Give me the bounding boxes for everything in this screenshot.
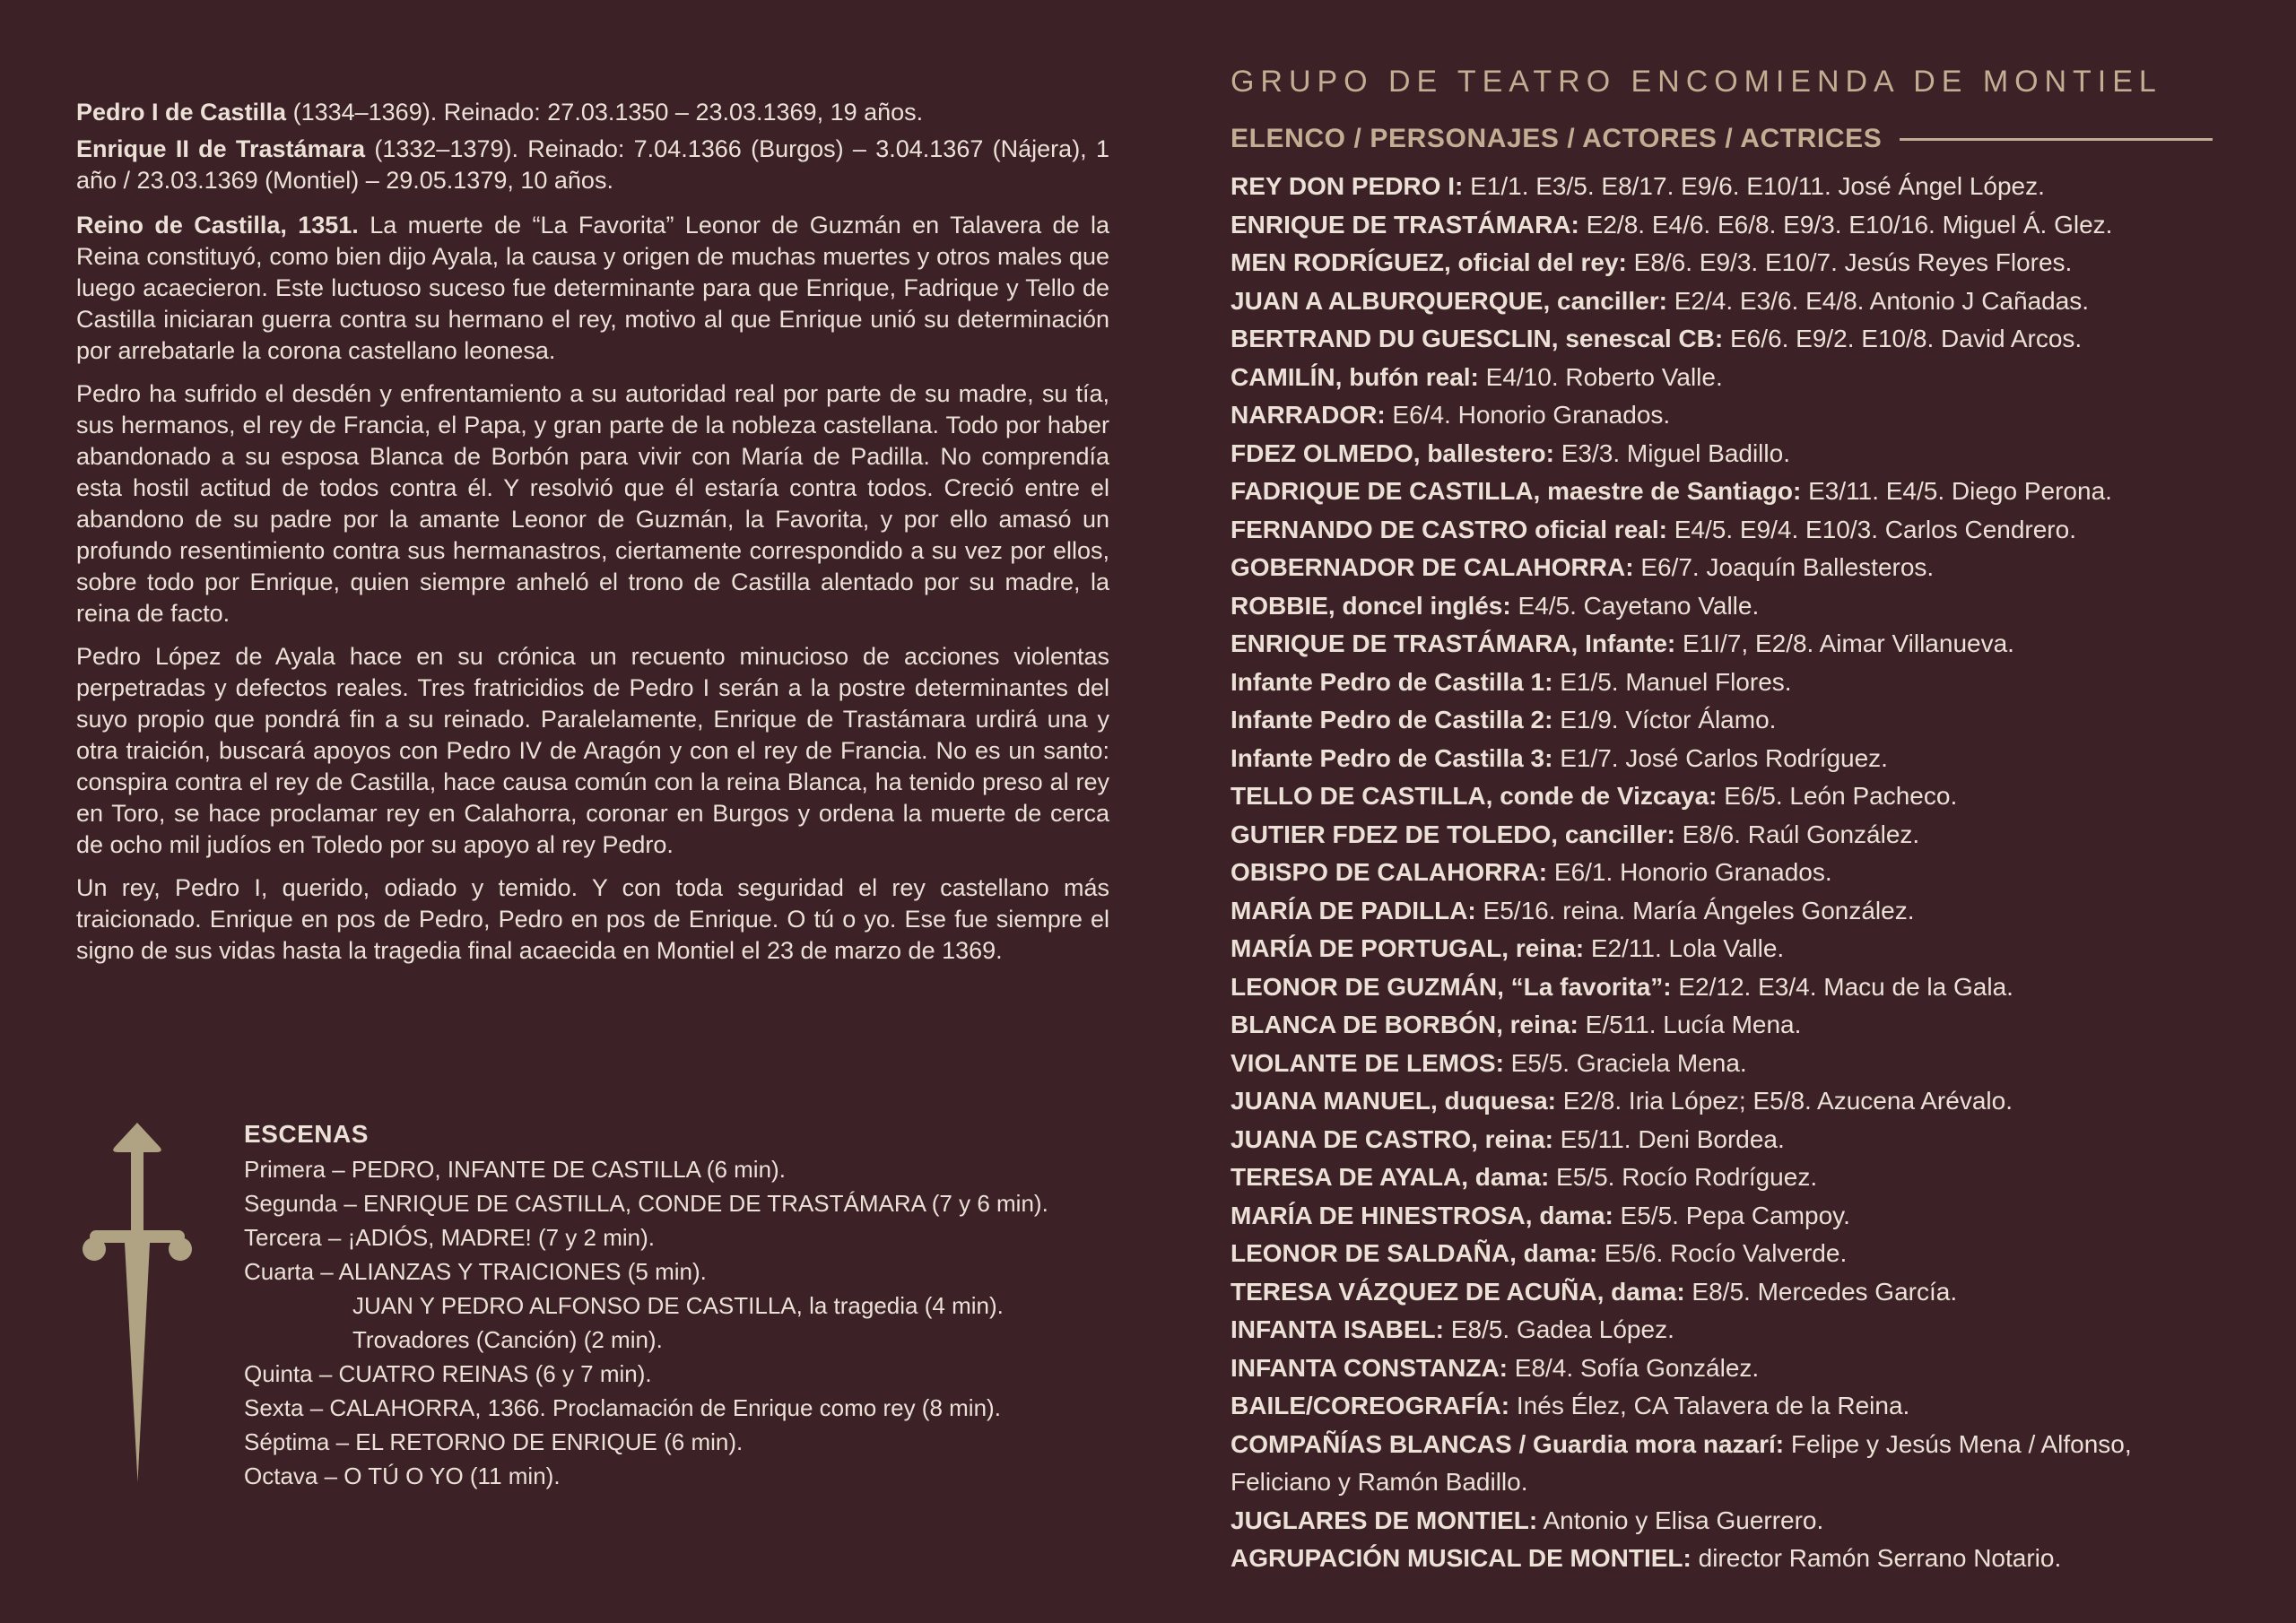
king-reign-line: Pedro I de Castilla (1334–1369). Reinado: 27.03.1350 – 23.03.1369, 19 años. bbox=[76, 99, 924, 126]
cast-entry: TERESA VÁZQUEZ DE ACUÑA, dama: E8/5. Mercedes García. bbox=[1231, 1277, 1958, 1306]
history-paragraphs bbox=[76, 210, 1109, 967]
cast-entry: COMPAÑÍAS BLANCAS / Guardia mora nazarí: Felipe y Jesús Mena / Alfonso, Feliciano y Ramón Badillo. bbox=[1231, 1429, 2132, 1496]
scene-item bbox=[244, 1220, 1048, 1254]
scene-line: Octava – O TÚ O YO (11 min). bbox=[244, 1462, 561, 1489]
cast-entry: MARÍA DE PORTUGAL, reina: E2/11. Lola Valle. bbox=[1231, 934, 1785, 962]
cast-entry: ENRIQUE DE TRASTÁMARA: E2/8. E4/6. E6/8. E9/3. E10/16. Miguel Á. Glez. bbox=[1231, 210, 2113, 239]
cast-entry: MEN RODRÍGUEZ, oficial del rey: E8/6. E9/3. E10/7. Jesús Reyes Flores. bbox=[1231, 248, 2073, 276]
history-paragraph: Pedro ha sufrido el desdén y enfrentamiento a su autoridad real por parte de su madre, su tía, sus hermanos, el rey de Francia, el Papa, y gran parte de la nobleza castellana. Todo por haber abandonado a su esposa Blanca de Borbón para vivir con María de Padilla. No comprendía esta hostil actitud de todos contra él. Y resolvió que él estaría contra todos. Creció entre el abandono de su padre por la amante Leonor de Guzmán, la Favorita, y por ello amasó un profundo resentimiento contra sus hermanastros, ciertamente correspondido a su vez por ellos, sobre todo por Enrique, quien siempre anheló el trono de Castilla alentado por su madre, la reina de facto. bbox=[76, 380, 1109, 627]
elenco-header bbox=[1231, 124, 2237, 154]
cast-entry: Infante Pedro de Castilla 2: E1/9. Víctor Álamo. bbox=[1231, 706, 1777, 733]
cast-entry: BAILE/COREOGRAFÍA: Inés Élez, CA Talavera de la Reina. bbox=[1231, 1392, 1910, 1419]
history-paragraph: Reino de Castilla, 1351. La muerte de “La Favorita” Leonor de Guzmán en Talavera de la Reina constituyó, como bien dijo Ayala, la causa y origen de muchas muertes y otros males que luego acaecieron. Este luctuoso suceso fue determinante para que Enrique, Fadrique y Tello de Castilla iniciaran guerra contra su hermano el rey, motivo al que Enrique unió su determinación por arrebatarle la corona castellano leonesa. bbox=[76, 212, 1110, 364]
cast-entry: GUTIER FDEZ DE TOLEDO, canciller: E8/6. Raúl González. bbox=[1231, 820, 1920, 848]
escenas-block bbox=[79, 1116, 1124, 1493]
scene-item bbox=[244, 1391, 1048, 1425]
cast-entry: LEONOR DE SALDAÑA, dama: E5/6. Rocío Valverde. bbox=[1231, 1239, 1848, 1267]
cast-entry: AGRUPACIÓN MUSICAL DE MONTIEL: director Ramón Serrano Notario. bbox=[1231, 1544, 2062, 1572]
left-column bbox=[76, 97, 1109, 978]
cast-entry: Infante Pedro de Castilla 1: E1/5. Manuel Flores. bbox=[1231, 667, 1792, 696]
cast-entry: ENRIQUE DE TRASTÁMARA, Infante: E1I/7, E2/8. Aimar Villanueva. bbox=[1231, 629, 2014, 657]
elenco-title: ELENCO / PERSONAJES / ACTORES / ACTRICES bbox=[1231, 124, 1883, 153]
cast-entry: INFANTA ISABEL: E8/5. Gadea López. bbox=[1231, 1315, 1674, 1343]
cast-list bbox=[1231, 168, 2237, 1578]
cast-entry: MARÍA DE PADILLA: E5/16. reina. María Ángeles González. bbox=[1231, 896, 1915, 924]
kings-reign-block bbox=[76, 97, 1109, 196]
cast-entry: OBISPO DE CALAHORRA: E6/1. Honorio Granados. bbox=[1231, 858, 1832, 886]
cast-entry: FADRIQUE DE CASTILLA, maestre de Santiago: E3/11. E4/5. Diego Perona. bbox=[1231, 477, 2112, 505]
cast-entry: CAMILÍN, bufón real: E4/10. Roberto Valle. bbox=[1231, 362, 1723, 391]
scene-line: Segunda – ENRIQUE DE CASTILLA, CONDE DE TRASTÁMARA (7 y 6 min). bbox=[244, 1190, 1048, 1217]
cast-entry: FERNANDO DE CASTRO oficial real: E4/5. E9/4. E10/3. Carlos Cendrero. bbox=[1231, 515, 2076, 543]
cast-entry: JUAN A ALBURQUERQUE, canciller: E2/4. E3/6. E4/8. Antonio J Cañadas. bbox=[1231, 286, 2090, 315]
cast-entry: GOBERNADOR DE CALAHORRA: E6/7. Joaquín Ballesteros. bbox=[1231, 553, 1935, 581]
cast-entry: NARRADOR: E6/4. Honorio Granados. bbox=[1231, 401, 1671, 429]
cast-entry: JUANA MANUEL, duquesa: E2/8. Iria López; E5/8. Azucena Arévalo. bbox=[1231, 1087, 2013, 1115]
cast-entry: REY DON PEDRO I: E1/1. E3/5. E8/17. E9/6. E10/11. José Ángel López. bbox=[1231, 172, 2045, 200]
right-column bbox=[1231, 63, 2237, 1578]
scene-item bbox=[244, 1254, 1048, 1357]
scene-item bbox=[244, 1357, 1048, 1391]
scene-item bbox=[244, 1152, 1048, 1186]
scene-line: Tercera – ¡ADIÓS, MADRE! (7 y 2 min). bbox=[244, 1224, 655, 1251]
cast-entry: ROBBIE, doncel inglés: E4/5. Cayetano Valle. bbox=[1231, 591, 1760, 620]
cast-entry: JUANA DE CASTRO, reina: E5/11. Deni Bordea. bbox=[1231, 1124, 1785, 1153]
cast-entry: VIOLANTE DE LEMOS: E5/5. Graciela Mena. bbox=[1231, 1048, 1747, 1077]
header-rule-line bbox=[1900, 138, 2213, 141]
cast-entry: MARÍA DE HINESTROSA, dama: E5/5. Pepa Campoy. bbox=[1231, 1201, 1850, 1229]
scene-line: Quinta – CUATRO REINAS (6 y 7 min). bbox=[244, 1360, 652, 1387]
scene-line: Séptima – EL RETORNO DE ENRIQUE (6 min). bbox=[244, 1428, 744, 1455]
cast-entry: TELLO DE CASTILLA, conde de Vizcaya: E6/5. León Pacheco. bbox=[1231, 782, 1958, 810]
escenas-items bbox=[244, 1152, 1048, 1493]
king-reign-line: Enrique II de Trastámara (1332–1379). Reinado: 7.04.1366 (Burgos) – 3.04.1367 (Nájera), 1 año / 23.03.1369 (Montiel) – 29.05.1379, 10 años. bbox=[76, 135, 1110, 194]
dagger-icon bbox=[79, 1122, 196, 1486]
scene-sub-line: JUAN Y PEDRO ALFONSO DE CASTILLA, la tragedia (4 min). bbox=[352, 1292, 1004, 1319]
cast-entry: TERESA DE AYALA, dama: E5/5. Rocío Rodríguez. bbox=[1231, 1163, 1818, 1191]
scene-sub-line: Trovadores (Canción) (2 min). bbox=[352, 1326, 663, 1353]
scene-item bbox=[244, 1425, 1048, 1459]
cast-entry: BERTRAND DU GUESCLIN, senescal CB: E6/6. E9/2. E10/8. David Arcos. bbox=[1231, 325, 2083, 352]
scene-item bbox=[244, 1186, 1048, 1220]
history-paragraph: Un rey, Pedro I, querido, odiado y temido. Y con toda seguridad el rey castellano más traicionado. Enrique en pos de Pedro, Pedro en pos de Enrique. O tú o yo. Ese fue siempre el signo de sus vidas hasta la tragedia final acaecida en Montiel el 23 de marzo de 1369. bbox=[76, 874, 1109, 964]
cast-entry: LEONOR DE GUZMÁN, “La favorita”: E2/12. E3/4. Macu de la Gala. bbox=[1231, 972, 2013, 1001]
scene-line: Sexta – CALAHORRA, 1366. Proclamación de Enrique como rey (8 min). bbox=[244, 1394, 1001, 1421]
group-title: GRUPO DE TEATRO ENCOMIENDA DE MONTIEL bbox=[1231, 65, 2162, 99]
cast-entry: JUGLARES DE MONTIEL: Antonio y Elisa Guerrero. bbox=[1231, 1506, 1824, 1534]
scene-item bbox=[244, 1459, 1048, 1493]
scene-line: Cuarta – ALIANZAS Y TRAICIONES (5 min). bbox=[244, 1258, 707, 1285]
escenas-list bbox=[244, 1116, 1048, 1493]
cast-entry: FDEZ OLMEDO, ballestero: E3/3. Miguel Badillo. bbox=[1231, 438, 1790, 467]
cast-entry: INFANTA CONSTANZA: E8/4. Sofía González. bbox=[1231, 1353, 1760, 1382]
history-paragraph: Pedro López de Ayala hace en su crónica un recuento minucioso de acciones violentas perpetradas y defectos reales. Tres fratricidios de Pedro I serán a la postre determinantes del suyo propio que pondrá fin a su reinado. Paralelamente, Enrique de Trastámara urdirá una y otra traición, buscará apoyos con Pedro IV de Aragón y con el rey de Francia. No es un santo: conspira contra el rey de Castilla, hace causa común con la reina Blanca, ha tenido preso al rey en Toro, se hace proclamar rey en Calahorra, coronar en Burgos y ordena la muerte de cerca de ocho mil judíos en Toledo por su apoyo al rey Pedro. bbox=[76, 643, 1109, 858]
cast-entry: Infante Pedro de Castilla 3: E1/7. José Carlos Rodríguez. bbox=[1231, 743, 1888, 772]
scene-line: Primera – PEDRO, INFANTE DE CASTILLA (6 min). bbox=[244, 1156, 786, 1183]
escenas-title: ESCENAS bbox=[244, 1120, 369, 1148]
cast-entry: BLANCA DE BORBÓN, reina: E/511. Lucía Mena. bbox=[1231, 1011, 1802, 1038]
